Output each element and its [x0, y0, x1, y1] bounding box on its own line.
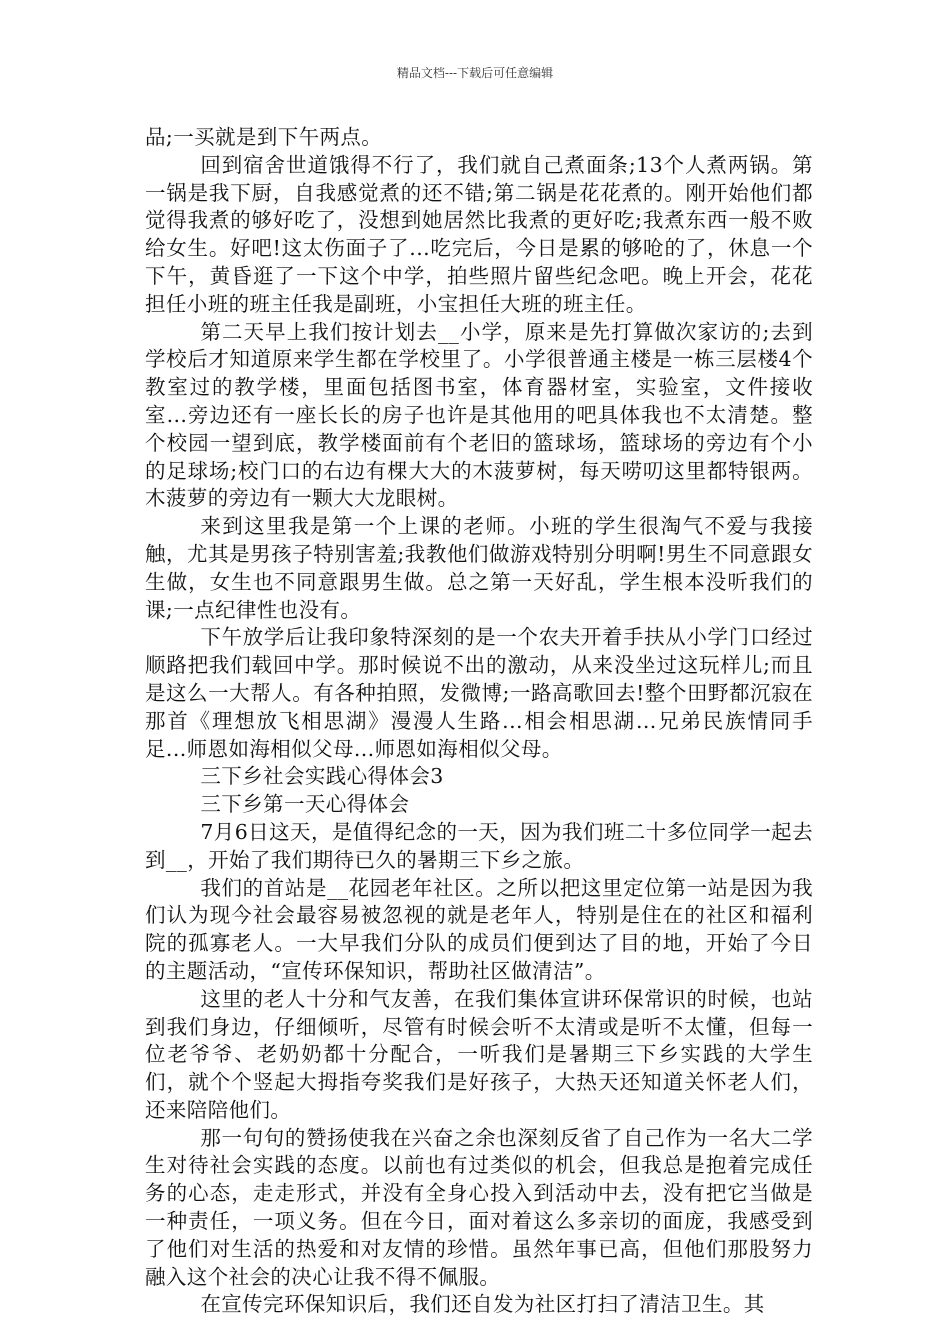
- paragraph: 7月6日这天，是值得纪念的一天，因为我们班二十多位同学一起去到__，开始了我们期待已久的暑期三下乡之旅。: [145, 819, 813, 872]
- paragraph: 来到这里我是第一个上课的老师。小班的学生很淘气不爱与我接触，尤其是男孩子特别害羞;我教他们做游戏特别分明啊!男生不同意跟女生做，女生也不同意跟男生做。总之第一天好乱，学生根本没听我们的课;一点纪律性也没有。: [145, 514, 813, 622]
- paragraph: 回到宿舍世道饿得不行了，我们就自己煮面条;13个人煮两锅。第一锅是我下厨，自我感觉煮的还不错;第二锅是花花煮的。刚开始他们都觉得我煮的够好吃了，没想到她居然比我煮的更好吃;我煮东西一般不败给女生。好吧!这太伤面子了...吃完后，今日是累的够呛的了，休息一个下午，黄昏逛了一下这个中学，拍些照片留些纪念吧。晚上开会，花花担任小班的班主任我是副班，小宝担任大班的班主任。: [145, 152, 813, 316]
- paragraph: 下午放学后让我印象特深刻的是一个农夫开着手扶从小学门口经过顺路把我们载回中学。那时候说不出的激动，从来没坐过这玩样儿;而且是这么一大帮人。有各种拍照，发微博;一路高歌回去!整个田野都沉寂在那首《理想放飞相思湖》漫漫人生路...相会相思湖...兄弟民族情同手足...师恩如海相似父母...师恩如海相似父母。: [145, 625, 813, 761]
- section-subheading: 三下乡第一天心得体会: [200, 792, 410, 817]
- paragraph: 我们的首站是__花园老年社区。之所以把这里定位第一站是因为我们认为现今社会最容易被忽视的就是老年人，特别是住在的社区和福利院的孤寡老人。一大早我们分队的成员们便到达了目的地，开始了今日的主题活动，“宣传环保知识，帮助社区做清洁”。: [145, 875, 813, 983]
- document-body: [145, 124, 813, 1319]
- paragraph: 这里的老人十分和气友善，在我们集体宣讲环保常识的时候，也站到我们身边，仔细倾听，尽管有时候会听不太清或是听不太懂，但每一位老爷爷、老奶奶都十分配合，一听我们是暑期三下乡实践的大学生们，就个个竖起大拇指夸奖我们是好孩子，大热天还知道关怀老人们，还来陪陪他们。: [145, 986, 813, 1122]
- paragraph: 那一句句的赞扬使我在兴奋之余也深刻反省了自己作为一名大二学生对待社会实践的态度。以前也有过类似的机会，但我总是抱着完成任务的心态，走走形式，并没有全身心投入到活动中去，没有把它当做是一种责任，一项义务。但在今日，面对着这么多亲切的面庞，我感受到了他们对生活的热爱和对友情的珍惜。虽然年事已高，但他们那股努力融入这个社会的决心让我不得不佩服。: [145, 1125, 813, 1289]
- page-header: 精品文档---下载后可任意编辑: [396, 66, 554, 80]
- paragraph: 第二天早上我们按计划去__小学，原来是先打算做次家访的;去到学校后才知道原来学生都在学校里了。小学很普通主楼是一栋三层楼4个教室过的教学楼，里面包括图书室，体育器材室，实验室，文件接收室...旁边还有一座长长的房子也许是其他用的吧具体我也不太清楚。整个校园一望到底，教学楼面前有个老旧的篮球场，篮球场的旁边有个小的足球场;校门口的右边有棵大大的木菠萝树，每天唠叨这里都特银两。木菠萝的旁边有一颗大大龙眼树。: [145, 319, 813, 511]
- paragraph: 品;一买就是到下午两点。: [145, 125, 383, 149]
- paragraph: 在宣传完环保知识后，我们还自发为社区打扫了清洁卫生。其: [200, 1292, 765, 1317]
- section-heading: 三下乡社会实践心得体会3: [200, 764, 444, 789]
